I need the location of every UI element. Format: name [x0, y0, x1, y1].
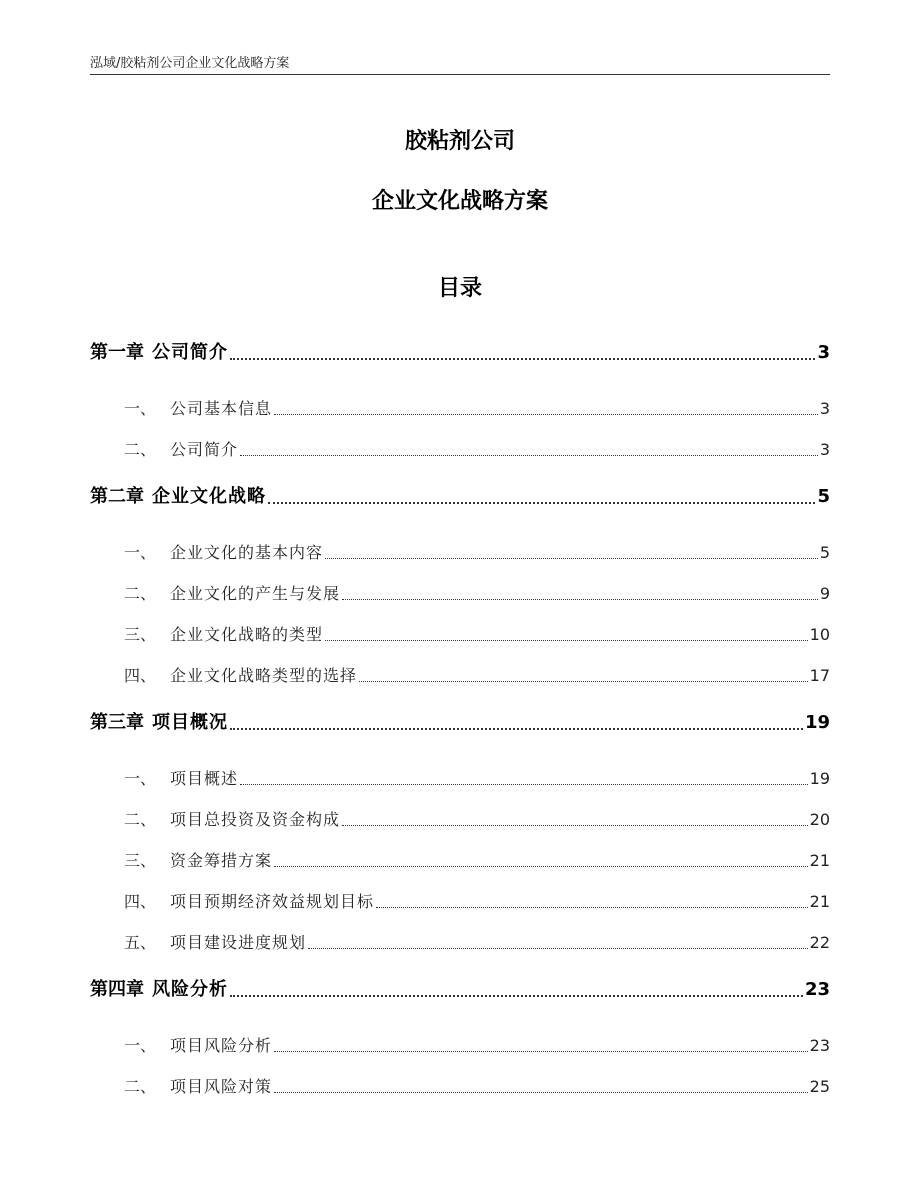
toc-entry-label: 项目风险对策	[170, 1077, 273, 1096]
toc-entry-page: 9	[819, 584, 830, 603]
toc-entry-label: 项目总投资及资金构成	[170, 810, 341, 829]
toc-section-entry[interactable]	[90, 840, 830, 881]
toc-dot-leader	[359, 680, 808, 682]
toc-entry-page: 17	[809, 666, 830, 685]
toc-entry-number: 第二章	[90, 486, 144, 507]
toc-entry-page: 21	[809, 851, 830, 870]
toc-entry-page: 5	[819, 543, 830, 562]
toc-heading: 目录	[437, 276, 482, 301]
toc-entry-number: 第一章	[90, 342, 144, 363]
toc-entry-label: 企业文化的产生与发展	[170, 584, 341, 603]
toc-entry-page: 22	[809, 933, 830, 952]
toc-dot-leader	[230, 994, 803, 997]
toc-entry-label: 项目预期经济效益规划目标	[170, 892, 375, 911]
toc-entry-label: 企业文化的基本内容	[170, 543, 324, 562]
toc-dot-leader	[308, 947, 808, 949]
toc-section-entry[interactable]	[90, 922, 830, 963]
toc-entry-number: 第四章	[90, 979, 144, 1000]
toc-entry-page: 19	[809, 769, 830, 788]
toc-entry-label: 公司基本信息	[170, 399, 273, 418]
toc-entry-page: 20	[809, 810, 830, 829]
running-header: 泓域/胶粘剂公司企业文化战略方案	[90, 56, 290, 71]
table-of-contents	[90, 330, 830, 1107]
toc-chapter-entry[interactable]	[90, 474, 830, 520]
toc-entry-label: 企业文化战略类型的选择	[170, 666, 358, 685]
toc-dot-leader	[274, 865, 808, 867]
toc-section-entry[interactable]	[90, 881, 830, 922]
toc-entry-number: 二、	[124, 584, 157, 603]
toc-entry-page: 10	[809, 625, 830, 644]
toc-entry-label: 项目建设进度规划	[170, 933, 307, 952]
toc-entry-label: 项目概述	[170, 769, 239, 788]
toc-entry-label: 公司简介	[152, 342, 228, 363]
toc-chapter-entry[interactable]	[90, 967, 830, 1013]
toc-entry-page: 3	[817, 342, 830, 363]
toc-section-entry[interactable]	[90, 614, 830, 655]
toc-section-entry[interactable]	[90, 1066, 830, 1107]
toc-dot-leader	[342, 598, 818, 600]
toc-chapter-entry[interactable]	[90, 700, 830, 746]
toc-entry-number: 二、	[124, 440, 157, 459]
toc-section-entry[interactable]	[90, 532, 830, 573]
toc-dot-leader	[342, 824, 808, 826]
toc-entry-number: 一、	[124, 543, 157, 562]
toc-entry-page: 19	[804, 712, 830, 733]
toc-chapter-entry[interactable]	[90, 330, 830, 376]
toc-dot-leader	[376, 906, 808, 908]
toc-entry-label: 资金筹措方案	[170, 851, 273, 870]
toc-entry-number: 五、	[124, 933, 157, 952]
toc-entry-page: 25	[809, 1077, 830, 1096]
toc-entry-label: 公司简介	[170, 440, 239, 459]
toc-section-entry[interactable]	[90, 758, 830, 799]
toc-entry-number: 一、	[124, 769, 157, 788]
toc-dot-leader	[274, 1050, 808, 1052]
toc-dot-leader	[230, 357, 815, 360]
toc-entry-page: 5	[817, 486, 830, 507]
toc-entry-page: 23	[804, 979, 830, 1000]
toc-entry-label: 风险分析	[152, 979, 228, 1000]
toc-entry-number: 三、	[124, 625, 157, 644]
toc-dot-leader	[230, 727, 803, 730]
toc-dot-leader	[325, 639, 808, 641]
header-divider	[90, 74, 830, 75]
toc-dot-leader	[240, 454, 818, 456]
toc-section-entry[interactable]	[90, 429, 830, 470]
toc-entry-page: 3	[819, 399, 830, 418]
toc-entry-page: 23	[809, 1036, 830, 1055]
toc-entry-number: 第三章	[90, 712, 144, 733]
toc-entry-number: 三、	[124, 851, 157, 870]
toc-entry-label: 项目概况	[152, 712, 228, 733]
document-title-company: 胶粘剂公司	[404, 129, 515, 154]
toc-entry-page: 21	[809, 892, 830, 911]
toc-dot-leader	[268, 501, 815, 504]
toc-entry-label: 企业文化战略	[152, 486, 266, 507]
toc-entry-number: 四、	[124, 666, 157, 685]
toc-section-entry[interactable]	[90, 388, 830, 429]
toc-entry-page: 3	[819, 440, 830, 459]
toc-dot-leader	[274, 1091, 808, 1093]
toc-entry-number: 二、	[124, 810, 157, 829]
toc-dot-leader	[274, 413, 818, 415]
toc-section-entry[interactable]	[90, 1025, 830, 1066]
toc-entry-number: 四、	[124, 892, 157, 911]
toc-dot-leader	[325, 557, 818, 559]
toc-entry-number: 一、	[124, 1036, 157, 1055]
toc-entry-label: 项目风险分析	[170, 1036, 273, 1055]
toc-entry-number: 一、	[124, 399, 157, 418]
toc-entry-label: 企业文化战略的类型	[170, 625, 324, 644]
toc-section-entry[interactable]	[90, 573, 830, 614]
toc-dot-leader	[240, 783, 808, 785]
document-title-plan: 企业文化战略方案	[371, 189, 548, 214]
toc-entry-number: 二、	[124, 1077, 157, 1096]
toc-section-entry[interactable]	[90, 655, 830, 696]
toc-section-entry[interactable]	[90, 799, 830, 840]
